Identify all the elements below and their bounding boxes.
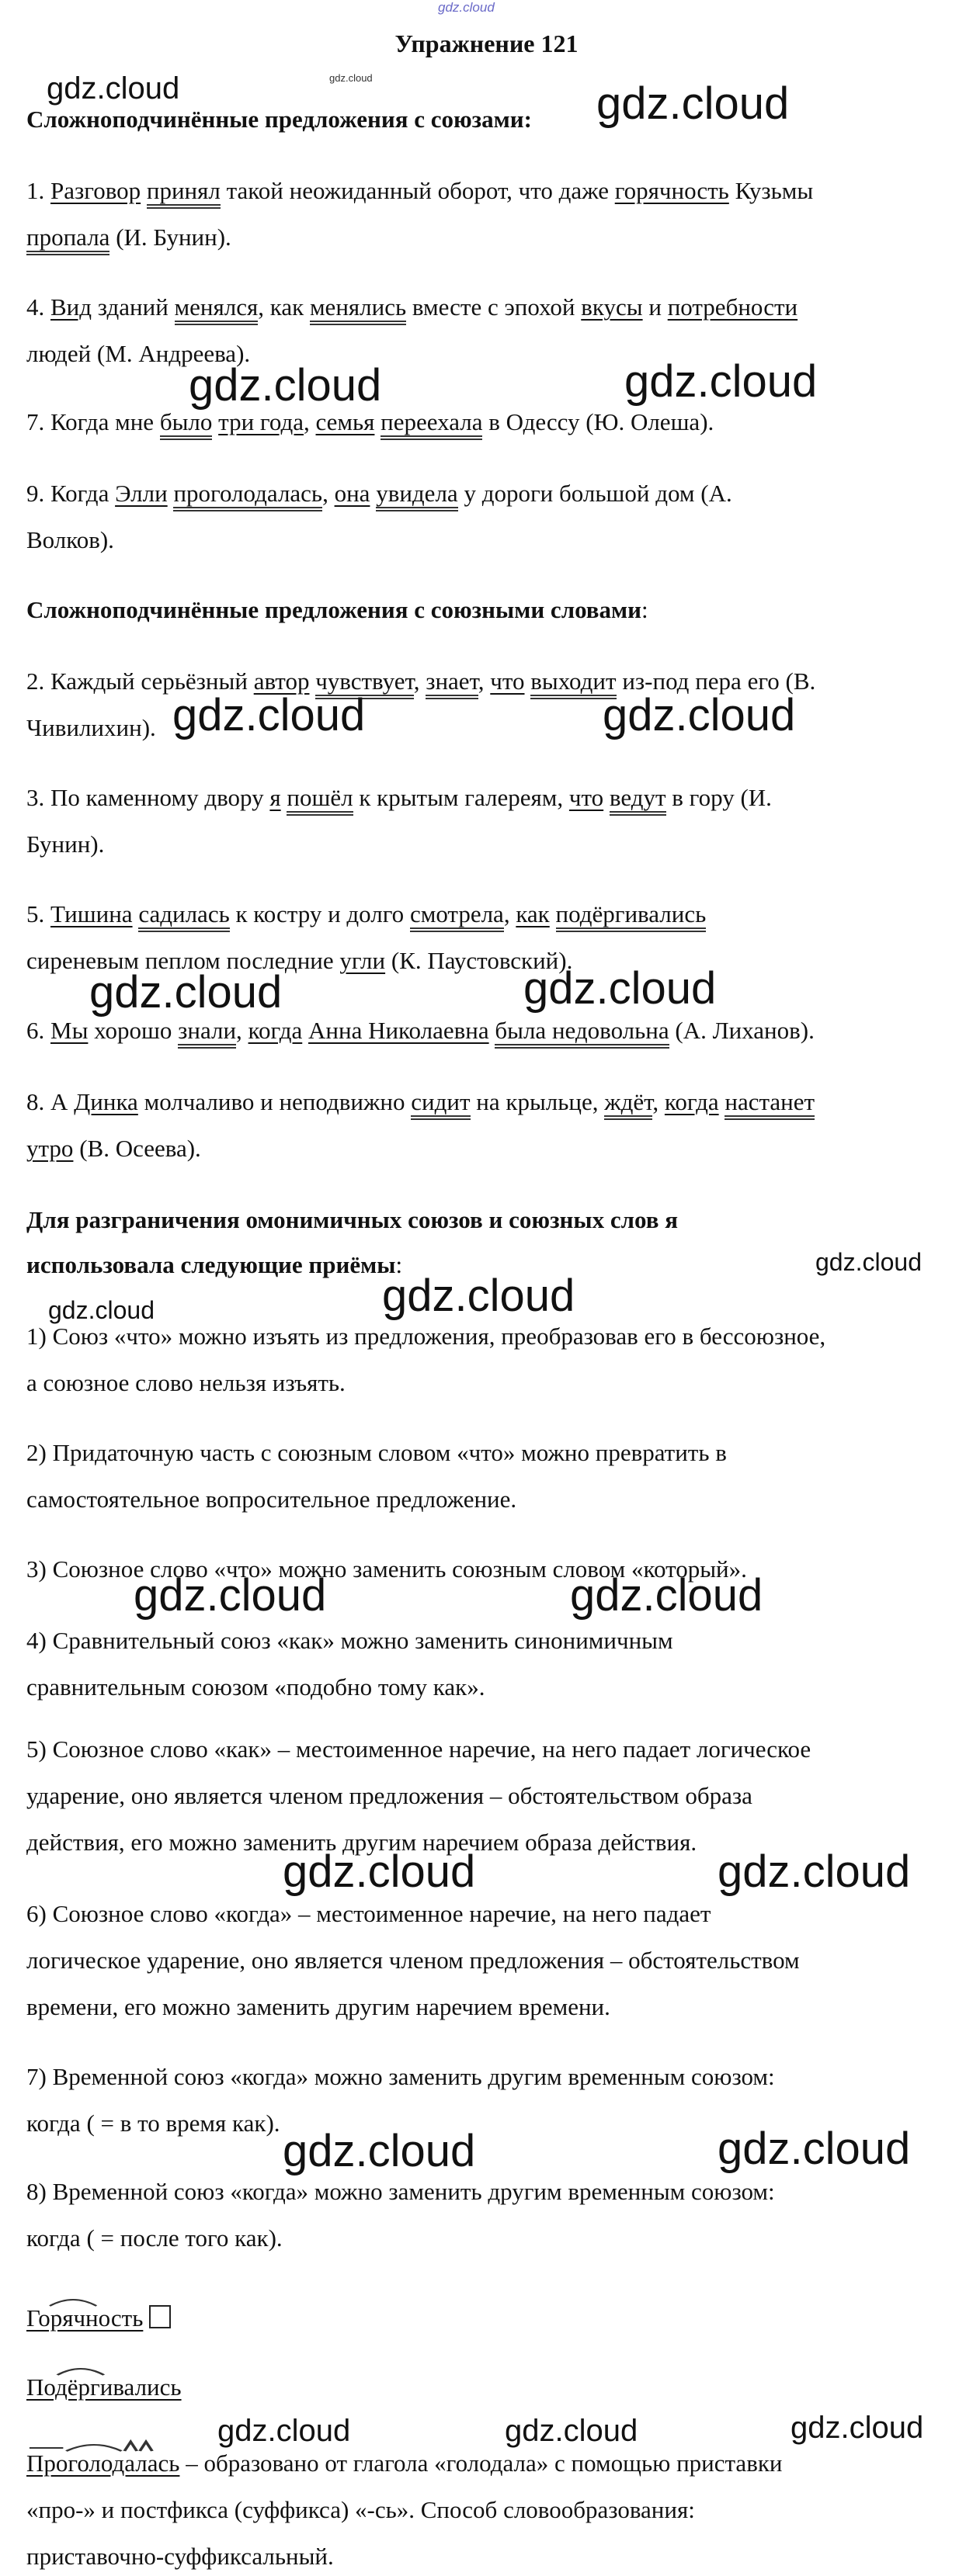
word-analysis-2 xyxy=(26,2375,182,2399)
predicate: была недовольна xyxy=(495,1017,669,1049)
method-5-line-2: ударение, оно является членом предложения – обстоятельством образа xyxy=(26,1782,752,1809)
method-5-line-1: 5) Союзное слово «как» – местоименное наречие, на него падает логическое xyxy=(26,1735,811,1763)
watermark-top: gdz.cloud xyxy=(438,0,495,15)
methods-header-line-2: использовала следующие приёмы: xyxy=(26,1251,403,1278)
analysed-word: Подёргивались xyxy=(26,2375,182,2399)
predicate: переехала xyxy=(381,408,482,440)
watermark: gdz.cloud xyxy=(596,78,790,129)
predicate: сидит xyxy=(411,1088,470,1120)
watermark: gdz.cloud xyxy=(217,2414,351,2448)
sentence-1-line-2: пропала (И. Бунин). xyxy=(26,225,231,249)
sentence-5-line-2: сиреневым пеплом последние угли (К. Паустовский). xyxy=(26,947,573,974)
watermark: gdz.cloud xyxy=(89,967,283,1018)
method-1-line-1: 1) Союз «что» можно изъять из предложения, преобразовав его в бессоюзное, xyxy=(26,1323,826,1350)
watermark: gdz.cloud xyxy=(718,1846,911,1897)
word-analysis-1 xyxy=(26,2305,171,2330)
method-5-line-3: действия, его можно заменить другим наречием образа действия. xyxy=(26,1829,697,1856)
predicate: чувствует xyxy=(315,667,414,699)
watermark: gdz.cloud xyxy=(189,360,382,411)
method-4-line-1: 4) Сравнительный союз «как» можно заменить синонимичным xyxy=(26,1627,673,1654)
method-6-line-1: 6) Союзное слово «когда» – местоименное наречие, на него падает xyxy=(26,1900,711,1927)
subject: как xyxy=(516,900,550,927)
watermark: gdz.cloud xyxy=(523,963,717,1014)
subject: три года xyxy=(218,408,304,435)
word-analysis-3-line-3: приставочно-суффиксальный. xyxy=(26,2543,334,2570)
predicate: менялись xyxy=(310,293,406,325)
sentence-4-line-1: 4. Вид зданий менялся, как менялись вместе с эпохой вкусы и потребности xyxy=(26,295,798,319)
predicate: подёргивались xyxy=(556,900,707,932)
predicate: ведут xyxy=(610,784,666,816)
predicate: знает xyxy=(426,667,478,699)
watermark: gdz.cloud xyxy=(570,1570,763,1621)
subject: утро xyxy=(26,1135,74,1162)
watermark: gdz.cloud xyxy=(815,1248,922,1276)
sentence-2-line-1: 2. Каждый серьёзный автор чувствует, знает, что выходит из-под пера его (В. xyxy=(26,669,815,693)
watermark: gdz.cloud xyxy=(718,2124,911,2174)
method-3-line-1: 3) Союзное слово «что» можно заменить союзным словом «который». xyxy=(26,1555,747,1583)
sentence-1-line-1: 1. Разговор принял такой неожиданный оборот, что даже горячность Кузьмы xyxy=(26,179,813,203)
method-6-line-3: времени, его можно заменить другим наречием времени. xyxy=(26,1993,610,2020)
predicate: знали xyxy=(178,1017,236,1049)
empty-ending-box xyxy=(149,2305,171,2328)
subject: автор xyxy=(253,667,310,695)
subject: потребности xyxy=(667,293,798,321)
subject: когда xyxy=(248,1017,303,1044)
watermark: gdz.cloud xyxy=(134,1570,327,1621)
subject: она xyxy=(334,480,370,507)
predicate: ждёт xyxy=(604,1088,652,1120)
watermark-small: gdz.cloud xyxy=(329,72,373,84)
method-1-line-2: а союзное слово нельзя изъять. xyxy=(26,1369,346,1396)
page-title: Упражнение 121 xyxy=(394,29,579,57)
subject: Тишина xyxy=(50,900,133,927)
sentence-8-line-1: 8. А Динка молчаливо и неподвижно сидит на крыльце, ждёт, когда настанет xyxy=(26,1090,815,1114)
word-analysis-3-line-1: Проголодалась – образовано от глагола «голодала» с помощью приставки xyxy=(26,2451,782,2475)
methods-header-line-1: Для разграничения омонимичных союзов и союзных слов я xyxy=(26,1206,678,1233)
morpheme-marks-icon xyxy=(26,2439,179,2453)
subject: семья xyxy=(315,408,375,435)
method-6-line-2: логическое ударение, оно является членом предложения – обстоятельством xyxy=(26,1947,800,1974)
method-7-line-1: 7) Временной союз «когда» можно заменить другим временным союзом: xyxy=(26,2063,775,2090)
predicate: выходит xyxy=(530,667,616,699)
sentence-3-line-2: Бунин). xyxy=(26,830,105,858)
subject: Вид xyxy=(50,293,92,321)
method-2-line-1: 2) Придаточную часть с союзным словом «что» можно превратить в xyxy=(26,1439,727,1466)
subject: что xyxy=(568,784,604,811)
watermark: gdz.cloud xyxy=(791,2411,924,2445)
rel-header: Сложноподчинённые предложения с союзными словами: xyxy=(26,596,648,623)
subject: Разговор xyxy=(50,177,141,204)
predicate: было xyxy=(160,408,213,440)
sentence-2-line-2: Чивилихин). xyxy=(26,714,156,741)
predicate: смотрела xyxy=(410,900,504,932)
sentence-7-line-1: 7. Когда мне было три года, семья переехала в Одессу (Ю. Олеша). xyxy=(26,410,714,434)
subject: Мы xyxy=(50,1017,89,1044)
method-7-line-2: когда ( = в то время как). xyxy=(26,2110,280,2137)
subject: когда xyxy=(664,1088,719,1115)
word-analysis-3-line-2: «про-» и постфикса (суффикса) «-сь». Способ словообразования: xyxy=(26,2496,695,2523)
subject: я xyxy=(269,784,281,811)
predicate: пропала xyxy=(26,224,109,255)
root-arc-icon xyxy=(26,2363,182,2377)
watermark: gdz.cloud xyxy=(624,356,818,407)
predicate: проголодалась xyxy=(173,480,322,511)
subject: вкусы xyxy=(581,293,643,321)
subject: горячность xyxy=(614,177,729,204)
analysed-word: Проголодалась xyxy=(26,2451,179,2475)
watermark: gdz.cloud xyxy=(603,690,796,740)
method-8-line-1: 8) Временной союз «когда» можно заменить другим временным союзом: xyxy=(26,2178,775,2205)
subject: что xyxy=(490,667,525,695)
subject: угли xyxy=(339,947,386,974)
method-4-line-2: сравнительным союзом «подобно тому как». xyxy=(26,1673,485,1701)
watermark: gdz.cloud xyxy=(172,690,366,740)
analysed-word: Горячность xyxy=(26,2306,143,2330)
sentence-5-line-1: 5. Тишина садилась к костру и долго смотрела, как подёргивались xyxy=(26,902,706,926)
predicate: садилась xyxy=(138,900,229,932)
conj-header: Сложноподчинённые предложения с союзами: xyxy=(26,106,532,133)
sentence-8-line-2: утро (В. Осеева). xyxy=(26,1135,201,1162)
watermark: gdz.cloud xyxy=(283,1846,476,1897)
sentence-3-line-1: 3. По каменному двору я пошёл к крытым галереям, что ведут в гору (И. xyxy=(26,785,772,810)
watermark: gdz.cloud xyxy=(283,2126,476,2176)
sentence-9-line-2: Волков). xyxy=(26,526,114,553)
subject: Динка xyxy=(74,1088,138,1115)
subject: Элли xyxy=(115,480,168,507)
watermark: gdz.cloud xyxy=(505,2414,638,2448)
predicate: увидела xyxy=(376,480,458,511)
watermark: gdz.cloud xyxy=(48,1296,155,1324)
predicate: менялся xyxy=(175,293,259,325)
watermark: gdz.cloud xyxy=(382,1271,575,1321)
sentence-9-line-1: 9. Когда Элли проголодалась, она увидела у дороги большой дом (А. xyxy=(26,481,732,505)
subject: Анна Николаевна xyxy=(308,1017,489,1044)
method-8-line-2: когда ( = после того как). xyxy=(26,2224,283,2252)
predicate: принял xyxy=(147,177,221,209)
predicate: пошёл xyxy=(287,784,353,816)
sentence-6-line-1: 6. Мы хорошо знали, когда Анна Николаевна была недовольна (А. Лиханов). xyxy=(26,1018,815,1042)
method-2-line-2: самостоятельное вопросительное предложение. xyxy=(26,1486,517,1513)
predicate: настанет xyxy=(725,1088,815,1120)
root-arc-icon xyxy=(26,2293,143,2307)
sentence-4-line-2: людей (М. Андреева). xyxy=(26,340,251,367)
watermark: gdz.cloud xyxy=(47,71,180,106)
